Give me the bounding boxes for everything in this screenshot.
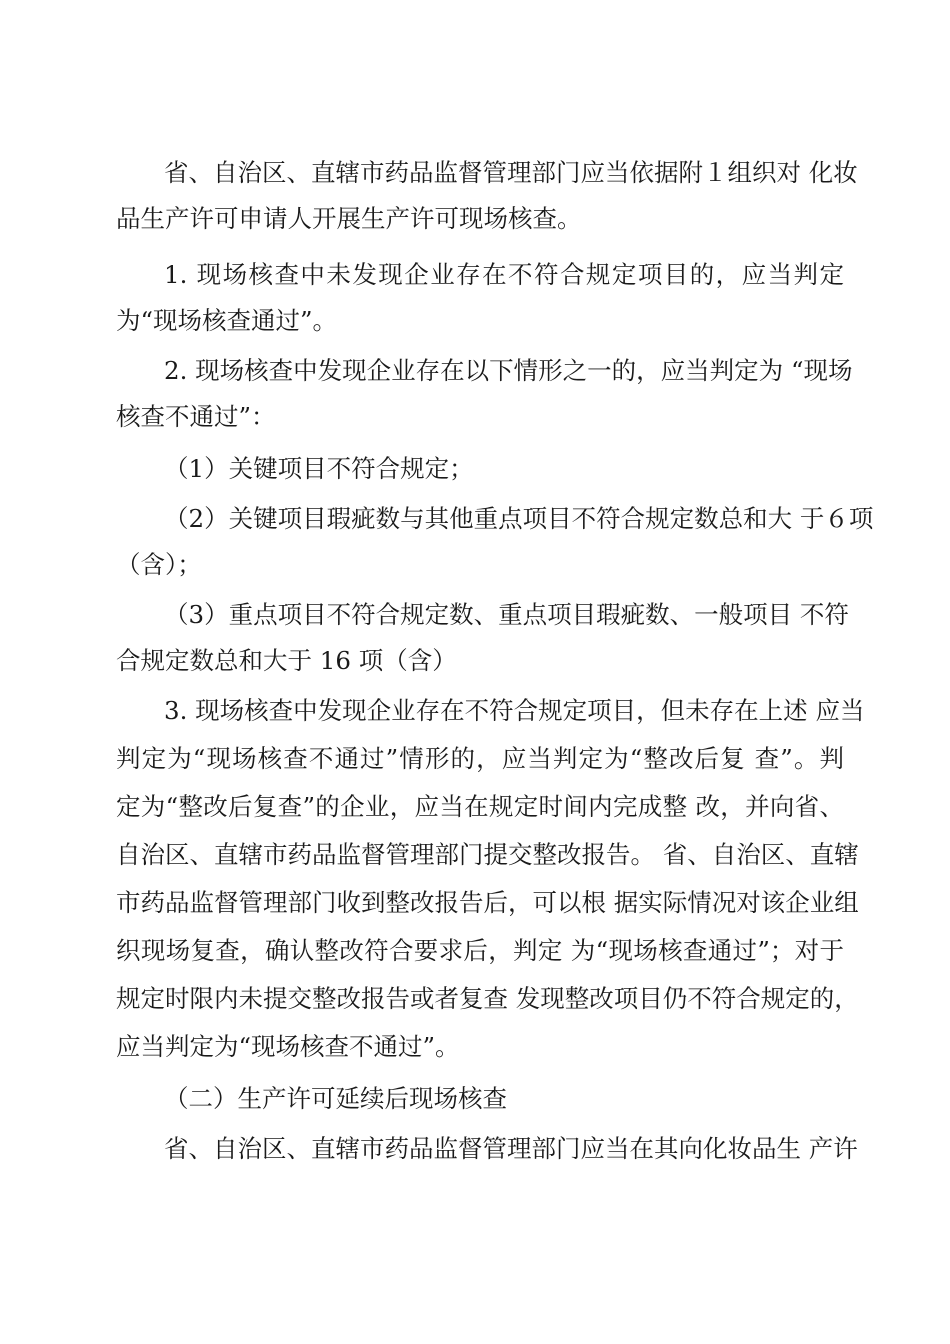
- section-heading: （二）生产许可延续后现场核查: [164, 1084, 507, 1113]
- paragraph-line: 品生产许可申请人开展生产许可现场核查。: [116, 204, 582, 233]
- list-item-line: 3. 现场核查中发现企业存在不符合规定项目，但未存在上述 应当: [164, 696, 865, 725]
- sub-item-line: 合规定数总和大于 16 项（含）: [116, 646, 457, 675]
- list-item-line: 市药品监督管理部门收到整改报告后，可以根 据实际情况对该企业组: [116, 888, 859, 917]
- list-item-line: 规定时限内未提交整改报告或者复查 发现整改项目仍不符合规定的，: [116, 984, 859, 1013]
- list-item-line: 定为“整改后复查”的企业，应当在规定时间内完成整 改，并向省、: [116, 792, 844, 821]
- sub-item-line: （3）重点项目不符合规定数、重点项目瑕疵数、一般项目 不符: [164, 600, 849, 629]
- list-item-line: 1. 现场核查中未发现企业存在不符合规定项目的，应当判定: [164, 260, 844, 289]
- list-item-line: 2. 现场核查中发现企业存在以下情形之一的，应当判定为 “现场: [164, 356, 853, 385]
- list-item-line: 核查不通过”：: [116, 402, 276, 431]
- list-item-line: 判定为“现场核查不通过”情形的，应当判定为“整改后复 查”。判: [116, 744, 844, 773]
- paragraph-line: 省、自治区、直辖市药品监督管理部门应当依据附１组织对 化妆: [164, 158, 858, 187]
- sub-item-line: （含）；: [116, 550, 202, 579]
- sub-item-line: （1）关键项目不符合规定；: [164, 454, 474, 483]
- sub-item-line: （2）关键项目瑕疵数与其他重点项目不符合规定数总和大 于６项: [164, 504, 874, 533]
- list-item-line: 自治区、直辖市药品监督管理部门提交整改报告。 省、自治区、直辖: [116, 840, 859, 869]
- paragraph-line: 省、自治区、直辖市药品监督管理部门应当在其向化妆品生 产许: [164, 1134, 858, 1163]
- list-item-line: 织现场复查，确认整改符合要求后，判定 为“现场核查通过”；对于: [116, 936, 844, 965]
- list-item-line: 为“现场核查通过”。: [116, 306, 338, 335]
- list-item-line: 应当判定为“现场核查不通过”。: [116, 1032, 460, 1061]
